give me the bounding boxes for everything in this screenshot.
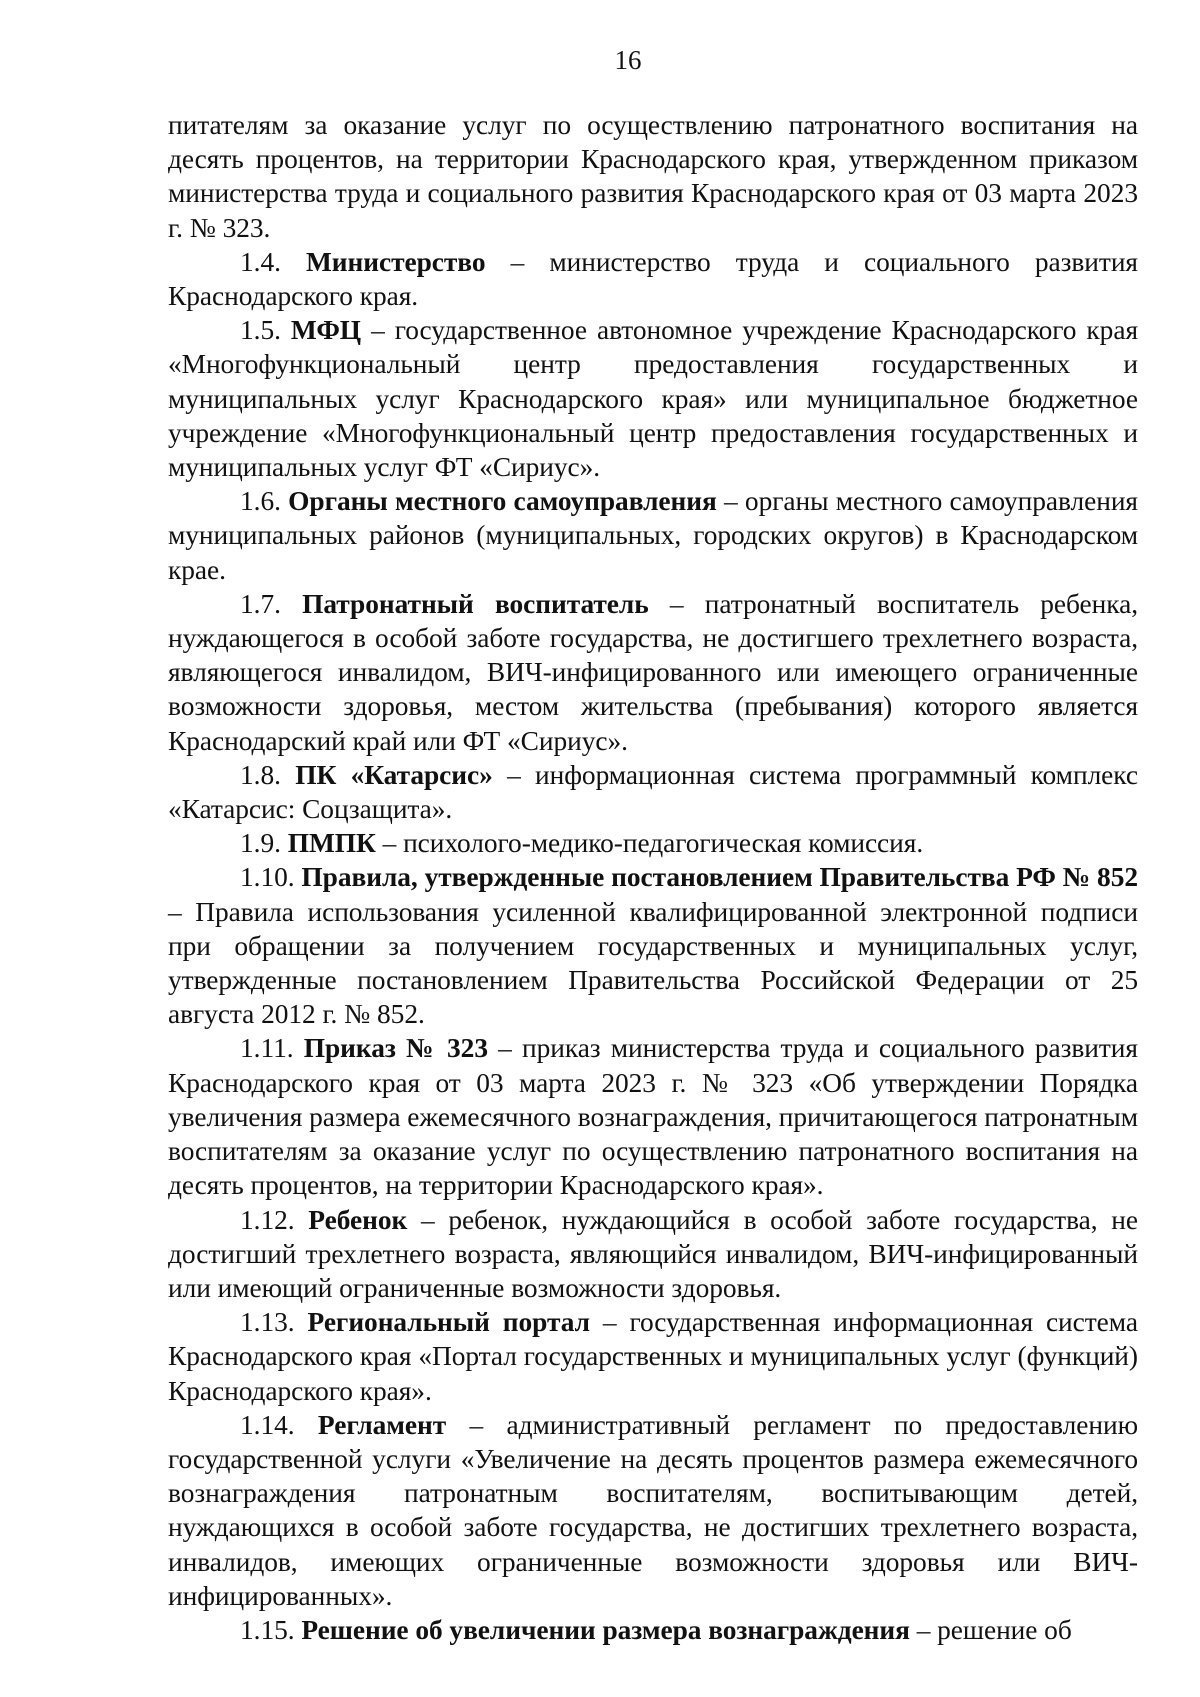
definition-item — [168, 1031, 1138, 1202]
definition-item — [168, 1305, 1138, 1408]
definition-item — [168, 245, 1138, 313]
definition-number: 1.11. — [240, 1033, 294, 1064]
definition-term: Приказ № 323 — [303, 1033, 488, 1064]
definition-term: Решение об увеличении размера вознаграждения — [301, 1614, 910, 1645]
definition-text: – информационная система программный комплекс «Катарсис: Соцзащита». — [168, 759, 1138, 825]
definition-text: – патронатный воспитатель ребенка, нуждающегося в особой заботе государства, не достигшего трехлетнего возраста, являющегося инвалидом, ВИЧ-инфицированного или имеющего ограниченные возможности здоровья, местом жительства (пребывания) которого является Краснодарский край или ФТ «Сириус». — [168, 588, 1138, 756]
definition-term: МФЦ — [290, 315, 362, 346]
definition-item — [168, 1203, 1138, 1306]
document-body — [168, 108, 1138, 1647]
definition-text: – государственная информационная система Краснодарского края «Портал государственных и муниципальных услуг (функций) Краснодарского края». — [168, 1307, 1138, 1406]
definition-term: ПК «Катарсис» — [295, 759, 493, 790]
lead-paragraph: питателям за оказание услуг по осуществлению патронатного воспитания на десять процентов, на территории Краснодарского края, утвержденном приказом министерства труда и социального развития Краснодарского края от 03 марта 2023 г. № 323. — [168, 110, 1138, 243]
definition-number: 1.7. — [240, 588, 281, 619]
definition-text: – административный регламент по предоставлению государственной услуги «Увеличение на десять процентов размера ежемесячного вознаграждения патронатным воспитателям, воспитывающим детей, нуждающихся в особой заботе государства, не достигших трехлетнего возраста, инвалидов, имеющих ограниченные возможности здоровья или ВИЧ-инфицированных». — [168, 1409, 1138, 1611]
definition-text: – ребенок, нуждающийся в особой заботе государства, не достигший трехлетнего возраста, являющийся инвалидом, ВИЧ-инфицированный или имеющий ограниченные возможности здоровья. — [168, 1204, 1138, 1303]
definition-number: 1.6. — [240, 486, 281, 517]
definition-number: 1.13. — [240, 1307, 295, 1338]
definition-number: 1.15. — [240, 1614, 295, 1645]
definition-item — [168, 758, 1138, 826]
definition-term: Министерство — [306, 246, 486, 277]
definition-text: – министерство труда и социального развития Краснодарского края. — [168, 246, 1138, 312]
definition-text: – государственное автономное учреждение Краснодарского края «Многофункциональный центр предоставления государственных и муниципальных услуг Краснодарского края» или муниципальное бюджетное учреждение «Многофункциональный центр предоставления государственных и муниципальных услуг ФТ «Сириус». — [168, 315, 1138, 483]
definition-number: 1.8. — [240, 759, 281, 790]
definition-text: – решение об — [909, 1614, 1072, 1645]
definition-item — [168, 860, 1138, 1031]
definition-term: Региональный портал — [307, 1307, 590, 1338]
definition-term: Органы местного самоуправления — [288, 486, 717, 517]
definition-item — [168, 313, 1138, 484]
definition-number: 1.14. — [240, 1409, 295, 1440]
definition-item — [168, 484, 1138, 587]
definition-term: Ребенок — [308, 1204, 408, 1235]
definition-text: – приказ министерства труда и социального развития Краснодарского края от 03 марта 2023 г. № 323 «Об утверждении Порядка увеличения размера ежемесячного вознаграждения, причитающегося патронатным воспитателям за оказание услуг по осуществлению патронатного воспитания на десять процентов, на территории Краснодарского края». — [168, 1033, 1138, 1201]
definition-number: 1.4. — [240, 246, 281, 277]
definition-number: 1.5. — [240, 315, 281, 346]
definition-item — [168, 1613, 1138, 1647]
definition-text: – Правила использования усиленной квалифицированной электронной подписи при обращении за получением государственных и муниципальных услуг, утвержденные постановлением Правительства Российской Федерации от 25 августа 2012 г. № 852. — [168, 896, 1138, 1030]
page-number: 16 — [614, 45, 642, 75]
definition-term: Правила, утвержденные постановлением Правительства РФ № 852 — [301, 862, 1138, 893]
definition-text: – органы местного самоуправления муниципальных районов (муниципальных, городских округов) в Краснодарском крае. — [168, 486, 1138, 585]
definition-number: 1.10. — [240, 862, 295, 893]
definition-item — [168, 587, 1138, 758]
definition-number: 1.12. — [240, 1204, 295, 1235]
definition-term: Патронатный воспитатель — [302, 588, 649, 619]
definition-term: ПМПК — [287, 828, 376, 859]
definition-number: 1.9. — [240, 828, 281, 859]
definition-text: – психолого-медико-педагогическая комиссия. — [375, 828, 924, 859]
definition-item — [168, 1408, 1138, 1613]
definitions-list — [168, 245, 1138, 1647]
definition-item — [168, 826, 1138, 860]
definition-term: Регламент — [317, 1409, 447, 1440]
